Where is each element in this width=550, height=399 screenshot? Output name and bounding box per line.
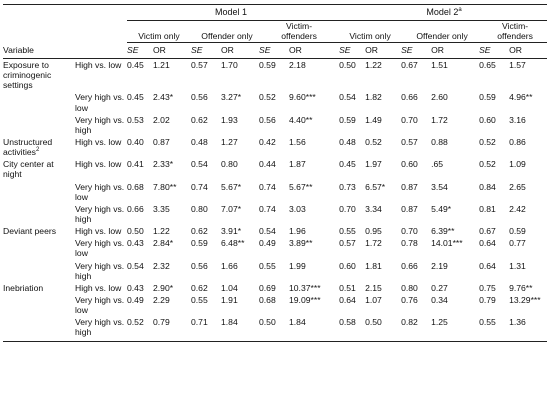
variable-text: Inebriation [3,282,44,293]
se-value: 0.51 [339,282,356,293]
se-value: 0.50 [259,317,276,328]
or-value: 2.32 [153,260,170,271]
or-value: 1.72 [365,238,382,249]
m2-group-victim: Victim only [335,20,401,42]
se-value: 0.60 [479,114,496,125]
or-value: 1.93 [221,114,238,125]
or-value: 6.48** [221,238,245,249]
table-row [3,136,547,158]
or-value: 1.84 [289,317,306,328]
variable-name [3,260,75,282]
group-header-row [3,20,547,42]
or-value: 3.91* [221,226,242,237]
blank-cell [3,20,75,42]
se-value: 0.64 [339,294,356,305]
comparison-label: High vs. low [75,226,122,237]
or-value: 13.29*** [509,294,541,305]
or-value: 2.43* [153,92,174,103]
variable-name [3,294,75,316]
or-value: 1.27 [221,137,238,148]
or-value: 5.67* [221,181,242,192]
se-value: 0.45 [127,60,144,71]
comparison-label: High vs. low [75,282,122,293]
or-value: 2.29 [153,294,170,305]
or-value: 3.27* [221,92,242,103]
or-value: 2.65 [509,181,526,192]
or-value: 9.60*** [289,92,316,103]
variable-name [3,282,75,294]
se-value: 0.48 [191,137,208,148]
or-value: 1.84 [221,317,238,328]
or-value: 2.60 [431,92,448,103]
or-value: 0.86 [509,137,526,148]
or-value: 0.59 [509,226,526,237]
se-header: SE [259,44,271,55]
comparison-label: Very high vs. low [75,294,125,316]
column-header-row [3,42,547,58]
variable-name [3,237,75,259]
se-value: 0.55 [479,317,496,328]
se-header: SE [127,44,139,55]
se-value: 0.50 [339,60,356,71]
or-value: 5.67** [289,181,313,192]
comparison-label: High vs. low [75,60,122,71]
table-row [3,237,547,259]
se-value: 0.55 [339,226,356,237]
model2-label: Model 2 [426,7,459,17]
variable-text: Unstructured activities [3,137,53,158]
variable-name [3,203,75,225]
se-value: 0.49 [259,238,276,249]
m1-group-victim-offenders [259,20,335,42]
or-value: 0.95 [365,226,382,237]
se-value: 0.52 [479,137,496,148]
model1-label: Model 1 [215,7,248,17]
se-value: 0.54 [191,159,208,170]
or-value: 2.84* [153,238,174,249]
se-header: SE [191,44,203,55]
or-value: 14.01*** [431,238,463,249]
or-value: 1.09 [509,159,526,170]
variable-name [3,316,75,341]
se-value: 0.67 [479,226,496,237]
or-value: 19.09*** [289,294,321,305]
se-value: 0.66 [127,203,144,214]
variable-text: Exposure to criminogenic settings [3,60,52,91]
table-row [3,203,547,225]
se-value: 0.57 [339,238,356,249]
or-value: 10.37*** [289,282,321,293]
m2-group-victim-offenders [479,20,547,42]
or-value: 1.87 [289,159,306,170]
table-row [3,114,547,136]
se-value: 0.78 [401,238,418,249]
se-value: 0.45 [339,159,356,170]
model-header-row [3,5,547,21]
se-value: 0.44 [259,159,276,170]
comparison-label: Very high vs. low [75,238,125,259]
or-value: 6.39** [431,226,455,237]
se-value: 0.84 [479,181,496,192]
se-value: 0.54 [259,226,276,237]
or-value: 6.57* [365,181,386,192]
se-value: 0.48 [339,137,356,148]
se-value: 0.71 [191,317,208,328]
se-value: 0.58 [339,317,356,328]
model1-header [127,5,335,21]
or-value: 1.99 [289,260,306,271]
or-value: 1.51 [431,60,448,71]
table-row [3,181,547,203]
or-value: 2.15 [365,282,382,293]
comparison-label: Very high vs. high [75,260,125,281]
or-value: 0.79 [153,317,170,328]
variable-text: City center at night [3,159,54,180]
or-value: 0.77 [509,238,526,249]
se-value: 0.59 [479,92,496,103]
or-header: OR [221,44,234,55]
or-value: 0.52 [365,137,382,148]
se-value: 0.43 [127,238,144,249]
or-value: 0.88 [431,137,448,148]
se-value: 0.45 [127,92,144,103]
se-value: 0.76 [401,294,418,305]
or-value: 2.18 [289,60,306,71]
blank-cell [3,5,75,21]
m2-group-victim-offenders-label: Victim-offenders [497,20,533,41]
se-value: 0.49 [127,294,144,305]
se-value: 0.69 [259,282,276,293]
blank-cell [75,5,127,21]
se-value: 0.54 [127,260,144,271]
se-value: 0.56 [259,114,276,125]
se-value: 0.59 [339,114,356,125]
table-row [3,294,547,316]
or-value: 1.04 [221,282,238,293]
or-header: OR [509,44,522,55]
or-value: 1.96 [289,226,306,237]
variable-text: Deviant peers [3,226,57,237]
table-row [3,316,547,341]
variable-name [3,114,75,136]
se-value: 0.82 [401,317,418,328]
se-value: 0.75 [479,282,496,293]
or-value: 1.97 [365,159,382,170]
se-value: 0.50 [127,226,144,237]
se-value: 0.43 [127,282,144,293]
model2-footnote-marker: a [458,7,462,13]
or-value: 5.49* [431,203,452,214]
or-value: 2.19 [431,260,448,271]
se-value: 0.56 [191,92,208,103]
se-header: SE [479,44,491,55]
or-header: OR [289,44,302,55]
or-value: 1.25 [431,317,448,328]
blank-cell [75,20,127,42]
se-value: 0.59 [191,238,208,249]
or-value: 3.16 [509,114,526,125]
se-value: 0.81 [479,203,496,214]
or-value: 1.56 [289,137,306,148]
or-value: 3.03 [289,203,306,214]
se-value: 0.70 [339,203,356,214]
or-value: 1.49 [365,114,382,125]
se-value: 0.55 [259,260,276,271]
comparison-label: High vs. low [75,137,122,148]
m2-group-offender: Offender only [401,20,479,42]
se-value: 0.60 [339,260,356,271]
or-value: 3.35 [153,203,170,214]
se-value: 0.54 [339,92,356,103]
se-header: SE [401,44,413,55]
or-value: 1.31 [509,260,526,271]
se-value: 0.55 [191,294,208,305]
se-value: 0.66 [401,260,418,271]
m1-group-offender: Offender only [191,20,259,42]
se-value: 0.56 [191,260,208,271]
or-value: 1.21 [153,60,170,71]
se-value: 0.52 [259,92,276,103]
or-value: 0.27 [431,282,448,293]
se-value: 0.62 [191,226,208,237]
se-value: 0.70 [401,226,418,237]
comparison-label: Very high vs. low [75,181,125,202]
table-row [3,158,547,180]
or-value: 2.33* [153,159,174,170]
or-value: 2.02 [153,114,170,125]
or-value: 4.96** [509,92,533,103]
se-value: 0.52 [479,159,496,170]
or-value: 7.80** [153,181,177,192]
m1-group-victim: Victim only [127,20,191,42]
or-value: 2.90* [153,282,174,293]
comparison-label: Very high vs. high [75,203,125,224]
table-body [3,59,547,342]
se-value: 0.87 [401,181,418,192]
comparison-label: High vs. low [75,159,122,170]
or-value: 1.72 [431,114,448,125]
table-row [3,282,547,294]
model2-header [335,5,547,21]
se-value: 0.70 [401,114,418,125]
or-value: 0.34 [431,294,448,305]
or-header: OR [153,44,166,55]
comparison-label: Very high vs. high [75,114,125,135]
se-value: 0.62 [191,282,208,293]
or-value: 1.22 [365,60,382,71]
se-value: 0.41 [127,159,144,170]
variable-name [3,181,75,203]
or-value: 1.91 [221,294,238,305]
se-value: 0.80 [401,282,418,293]
se-value: 0.66 [401,92,418,103]
variable-name [3,158,75,180]
se-value: 0.74 [259,181,276,192]
comparison-label: Very high vs. high [75,317,125,338]
or-value: .65 [431,159,444,170]
odds-ratio-table [3,4,547,342]
or-value: 0.87 [153,137,170,148]
or-value: 1.07 [365,294,382,305]
se-value: 0.79 [479,294,496,305]
se-value: 0.87 [401,203,418,214]
se-value: 0.64 [479,238,496,249]
or-header: OR [365,44,378,55]
variable-name [3,136,75,158]
se-value: 0.68 [127,181,144,192]
or-value: 1.36 [509,317,526,328]
or-value: 3.89** [289,238,313,249]
se-value: 0.74 [191,181,208,192]
or-value: 1.66 [221,260,238,271]
se-value: 0.68 [259,294,276,305]
or-value: 4.40** [289,114,313,125]
se-value: 0.65 [479,60,496,71]
or-value: 0.50 [365,317,382,328]
table-row [3,59,547,92]
variable-name [3,59,75,92]
m1-group-victim-offenders-label: Victim-offenders [281,20,317,41]
table-row [3,260,547,282]
se-value: 0.64 [479,260,496,271]
footnote-marker: 2 [35,147,40,154]
or-value: 1.70 [221,60,238,71]
se-value: 0.80 [191,203,208,214]
or-value: 1.22 [153,226,170,237]
se-value: 0.57 [191,60,208,71]
or-value: 0.80 [221,159,238,170]
comparison-label: Very high vs. low [75,92,125,113]
or-value: 3.54 [431,181,448,192]
or-value: 1.82 [365,92,382,103]
table-row [3,91,547,113]
se-value: 0.74 [259,203,276,214]
se-value: 0.62 [191,114,208,125]
se-value: 0.73 [339,181,356,192]
blank-cell [75,42,127,58]
or-header: OR [431,44,444,55]
variable-name [3,91,75,113]
se-header: SE [339,44,351,55]
or-value: 1.57 [509,60,526,71]
se-value: 0.59 [259,60,276,71]
se-value: 0.40 [127,137,144,148]
se-value: 0.60 [401,159,418,170]
se-value: 0.42 [259,137,276,148]
se-value: 0.52 [127,317,144,328]
se-value: 0.67 [401,60,418,71]
or-value: 7.07* [221,203,242,214]
se-value: 0.57 [401,137,418,148]
se-value: 0.53 [127,114,144,125]
or-value: 9.76** [509,282,533,293]
or-value: 2.42 [509,203,526,214]
or-value: 1.81 [365,260,382,271]
or-value: 3.34 [365,203,382,214]
variable-name [3,225,75,237]
table-row [3,225,547,237]
variable-header: Variable [3,44,34,55]
